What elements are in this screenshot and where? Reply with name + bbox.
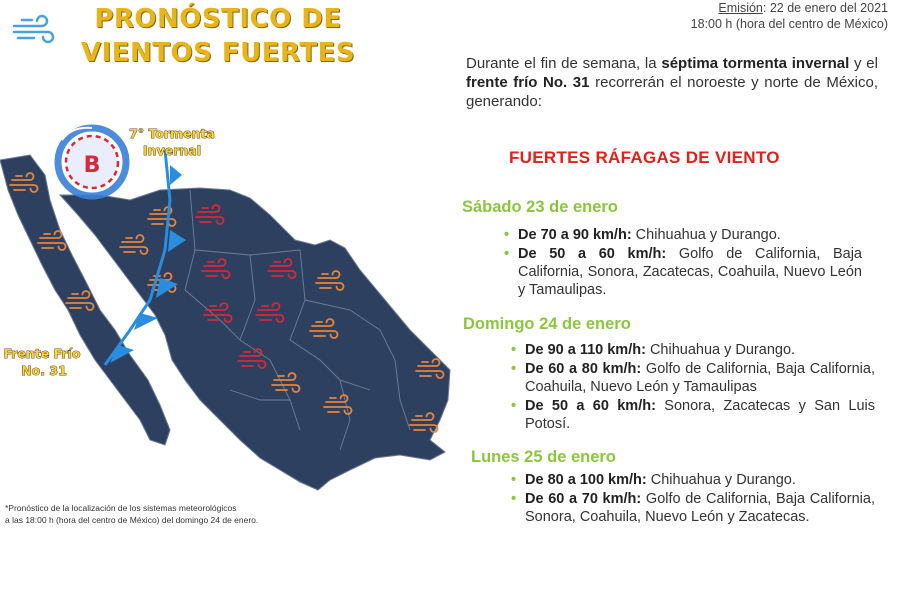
wind-regions: Sonora, Zacatecas y San Luis Potosí. [525,398,875,432]
footnote [5,502,365,526]
wind-range: De 50 a 60 km/h: [518,246,667,262]
title-line-2: VIENTOS FUERTES [80,38,356,68]
list-item [509,341,875,359]
footnote-line-1: *Pronóstico de la localización de los sistemas meteorológicos [5,503,237,513]
wind-regions-wrap: De 60 a 70 km/h: [525,491,642,507]
emission-label: Emisión [718,1,763,15]
list-item [509,490,875,526]
intro-paragraph [466,54,878,111]
wind-range: De 70 a 90 km/h: [518,227,632,243]
wind-regions: Chihuahua y Durango. [646,472,796,488]
list-item [502,245,862,299]
emission-time: 18:00 h (hora del centro de México) [690,17,888,31]
storm-label-line-2: Invernal [143,143,201,158]
storm-label-line-1: 7° Tormenta [129,126,215,141]
list-item [502,226,862,244]
list-item [509,360,875,396]
intro-text-2: y el [849,55,878,72]
wind-regions: Golfo de California, Baja California, Coahuila, Nuevo León y Tamaulipas [525,361,875,395]
list-item [509,397,875,433]
mexico-map [0,110,460,500]
intro-storm: séptima tormenta invernal [661,55,850,72]
forecast-list-monday [509,471,875,527]
emission-info [691,0,888,32]
page-title [68,2,368,70]
wind-range: De 50 a 60 km/h: [525,398,656,414]
intro-front: frente frío No. 31 [466,74,590,91]
forecast-list-sunday [509,341,875,434]
headline: FUERTES RÁFAGAS DE VIENTO [509,148,780,167]
day-title-monday: Lunes 25 de enero [471,448,616,466]
front-label-line-2: No. 31 [21,363,67,378]
wind-regions: Chihuahua y Durango. [631,227,781,243]
list-item [509,471,875,489]
forecast-list-saturday [502,226,862,300]
day-title-saturday: Sábado 23 de enero [462,198,618,216]
wind-regions: Golfo de California, Baja California, Sonora, Zacatecas, Coahuila, Nuevo León y Tamaulipas. [518,246,862,298]
wind-range: De 90 a 110 km/h: [525,342,646,358]
intro-text-3: recorrerán el noroeste y norte de México, generando: [466,74,879,110]
wind-regions: Chihuahua y Durango. [645,342,796,358]
wind-range: De 80 a 100 km/h: [525,472,647,488]
intro-text-1: Durante el fin de semana, la [466,55,662,72]
low-pressure-symbol: B [83,153,101,178]
front-label-line-1: Frente Frío [3,346,81,361]
wind-range: De 60 a 80 km/h: [525,361,642,377]
wind-regions: Golfo de California, Baja California, Sonora, Coahuila, Nuevo León y Zacatecas. [525,491,875,525]
title-line-1: PRONÓSTICO DE [94,4,342,34]
day-title-sunday: Domingo 24 de enero [463,315,631,333]
emission-date: : 22 de enero del 2021 [762,1,888,15]
wind-logo-icon [12,14,58,46]
footnote-line-2: a las 18:00 h (hora del centro de México) del domingo 24 de enero. [5,515,259,525]
